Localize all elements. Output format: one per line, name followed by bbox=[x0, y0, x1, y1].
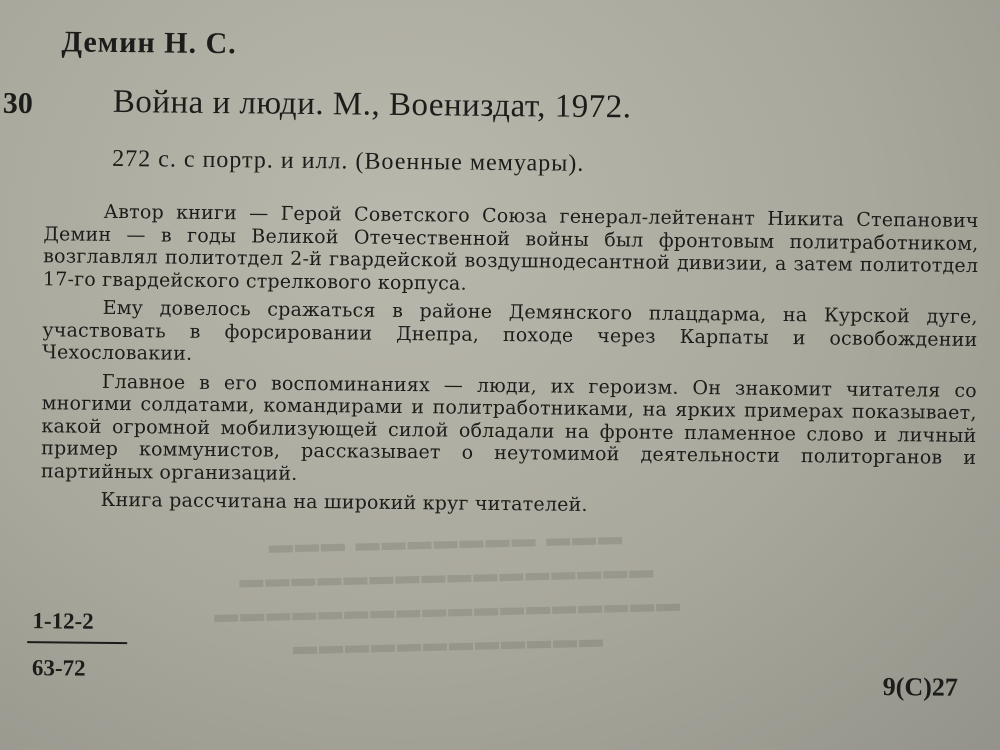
index-code-bottom: 63-72 bbox=[31, 655, 86, 681]
author-name: Демин Н. С. bbox=[61, 25, 237, 61]
index-code-top: 1-12-2 bbox=[32, 608, 94, 634]
catalog-number: 30 bbox=[2, 86, 33, 121]
annotation-paragraph: Книга рассчитана на широкий круг читателей. bbox=[100, 488, 588, 516]
annotation-paragraph: Автор книги — Герой Советского Союза генерал-лейтенант Никита Степанович Демин — в годы Великой Отечественной войны был фронтовым политработником, возглавлял политотдел 2-й гвардейской воздушнодесантной дивизии, а затем политотдел 17-го гвардейского стрелкового корпуса. bbox=[42, 200, 979, 295]
title-line: Война и люди. М., Воениздат, 1972. bbox=[112, 83, 632, 126]
index-code-divider bbox=[27, 641, 127, 644]
annotation bbox=[40, 200, 978, 526]
physical-description: 272 с. с портр. и илл. (Военные мемуары). bbox=[112, 145, 585, 177]
show-through-stamp: ▬▬▬ ▬▬▬▬▬▬▬ ▬▬▬ ▬▬▬▬▬▬▬▬▬▬▬▬▬▬▬▬ ▬▬▬▬▬▬▬▬▬▬▬▬▬▬▬▬▬▬ ▬▬▬▬▬▬▬▬▬▬▬▬ bbox=[213, 523, 683, 661]
annotation-paragraph: Главное в его воспоминаниях — люди, их героизм. Он знакомит читателя со многими солдатами, командирами и политработниками, на ярких примерах показывает, какой огромной мобилизующей силой обладали на фронте пламенное слово и личный пример коммунистов, рассказывает о неутомимой деятельности политорганов и партийных организаций. bbox=[40, 370, 977, 485]
annotation-paragraph: Ему довелось сражаться в районе Демянского плацдарма, на Курской дуге, участвовать в форсировании Днепра, походе через Карпаты и освобождении Чехословакии. bbox=[42, 296, 978, 365]
classification-code: 9(С)27 bbox=[882, 672, 959, 702]
